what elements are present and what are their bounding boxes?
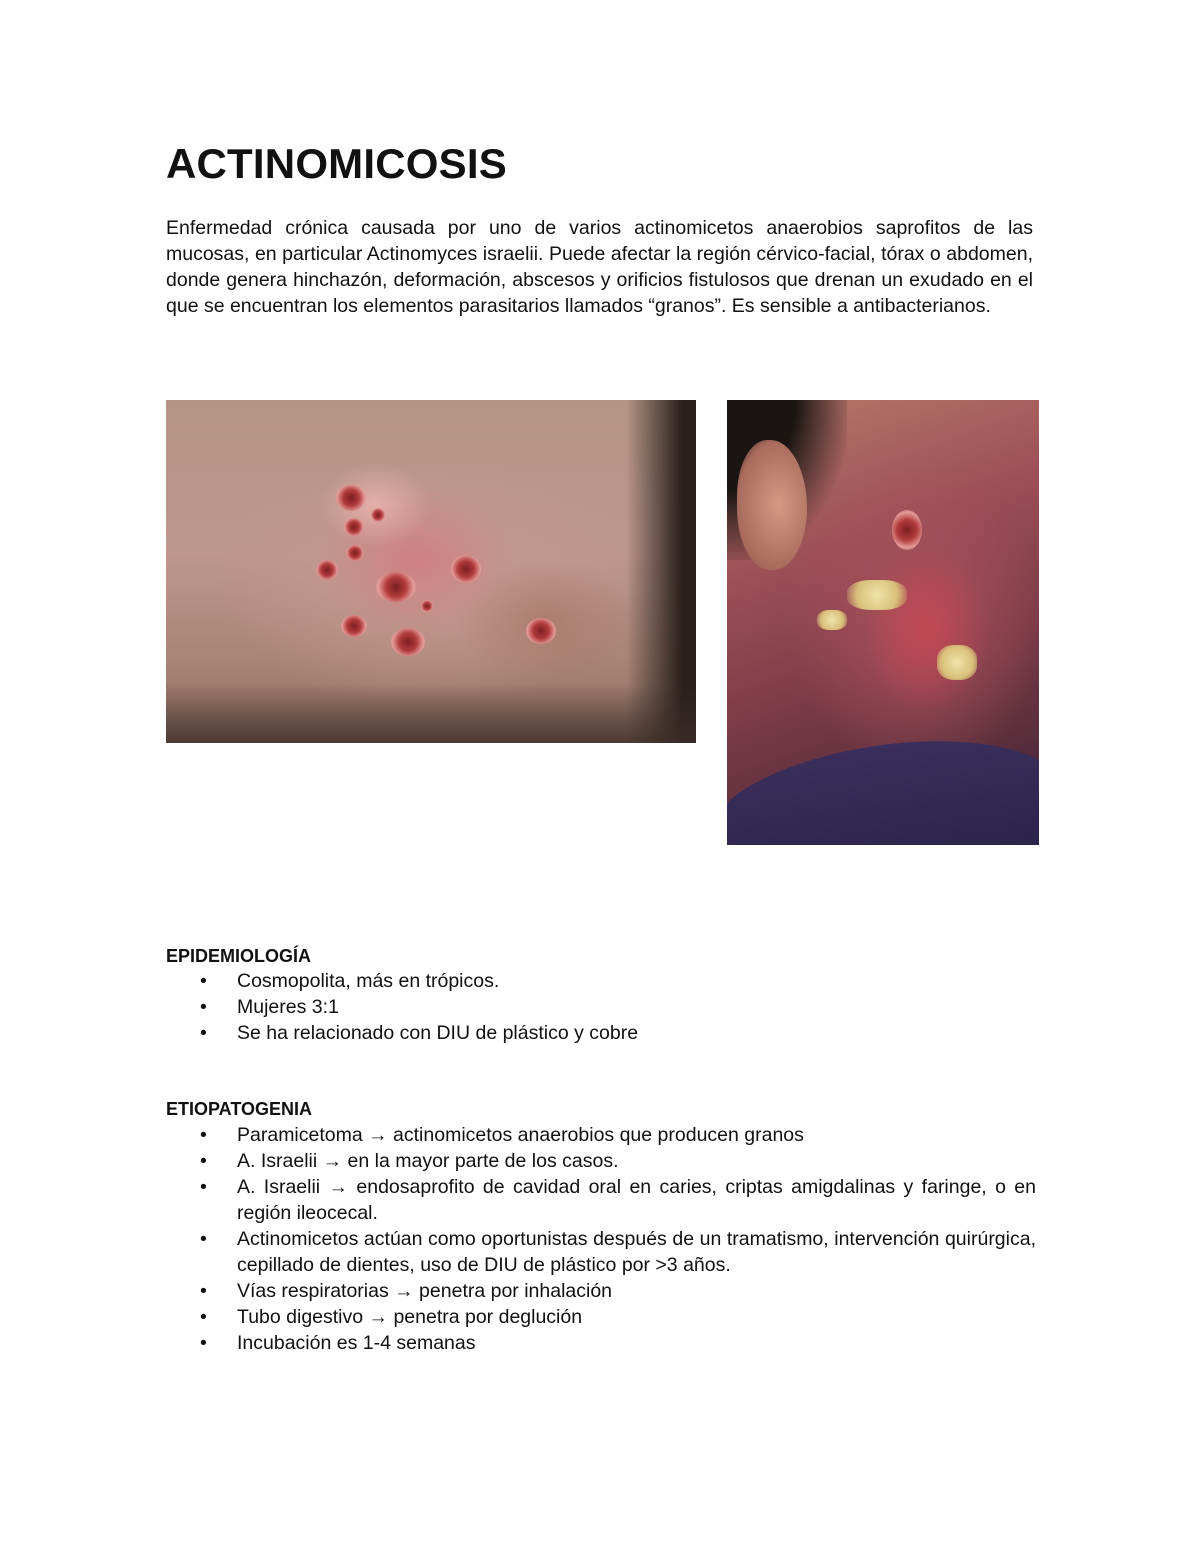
list-item-text: Cosmopolita, más en trópicos. [237,970,500,992]
list-item-text: A. Israelii → endosaprofito de cavidad oral en caries, criptas amigdalinas y faringe, o en región ileocecal. [237,1176,1036,1224]
list-item [166,1330,1036,1356]
list-item-text: Actinomicetos actúan como oportunistas después de un tramatismo, intervención quirúrgica, cepillado de dientes, uso de DIU de plástico por >3 años. [237,1228,1036,1276]
lesion [391,628,425,656]
bullet-icon: • [200,1022,207,1044]
lesion [336,485,366,511]
lesion-crust [847,580,907,610]
lesion [421,600,433,612]
list-item [166,1304,1036,1330]
list-item [166,1148,1036,1174]
list-item-text: A. Israelii → en la mayor parte de los casos. [237,1150,619,1172]
list-item [166,1020,1036,1046]
list-item [166,994,1036,1020]
bullet-icon: • [200,1332,207,1354]
bullet-icon: • [200,970,207,992]
list-item [166,1226,1036,1278]
list-item-text: Se ha relacionado con DIU de plástico y cobre [237,1022,639,1044]
etiopatogenia-list [166,1122,1036,1356]
section-heading-epidemiologia: EPIDEMIOLOGÍA [166,946,312,966]
lesion [526,618,556,644]
list-item [166,1278,1036,1304]
photo-shadow [166,683,696,743]
epidemiologia-list [166,968,1036,1046]
bullet-icon: • [200,1306,207,1328]
lesion [341,615,367,637]
lesion [892,510,922,550]
photo-shirt [727,721,1039,845]
bullet-icon: • [200,1124,207,1146]
lesion [371,508,385,522]
lesion-crust [937,645,977,680]
lesion [376,572,416,602]
chest-lesions-photo [166,400,696,743]
intro-paragraph: Enfermedad crónica causada por uno de varios actinomicetos anaerobios saprofitos de las mucosas, en particular Actinomyces israelii. Puede afectar la región cérvico-facial, tórax o abdomen, donde genera hinchazón, deformación, abscesos y orificios fistulosos que drenan un exudado en el que se encuentran los elementos parasitarios llamados “granos”. Es sensible a antibacterianos. [166,217,1033,317]
photo-ear [737,440,807,570]
list-item-text: Vías respiratorias → penetra por inhalación [237,1280,613,1302]
list-item-text: Mujeres 3:1 [237,996,339,1018]
list-item [166,1122,1036,1148]
bullet-icon: • [200,1228,207,1250]
section-heading-etiopatogenia: ETIOPATOGENIA [166,1099,313,1119]
lesion-crust [817,610,847,630]
bullet-icon: • [200,996,207,1018]
list-item-text: Incubación es 1-4 semanas [237,1332,476,1354]
bullet-icon: • [200,1150,207,1172]
bullet-icon: • [200,1280,207,1302]
lesion [316,560,338,580]
bullet-icon: • [200,1176,207,1198]
list-item [166,968,1036,994]
list-item [166,1174,1036,1226]
lesion [451,555,481,583]
lesion [344,518,364,536]
neck-lesions-photo [727,400,1039,845]
list-item-text: Tubo digestivo → penetra por deglución [237,1306,583,1328]
lesion [346,545,364,561]
list-item-text: Paramicetoma → actinomicetos anaerobios que producen granos [237,1124,804,1146]
document-title: ACTINOMICOSIS [166,140,507,187]
